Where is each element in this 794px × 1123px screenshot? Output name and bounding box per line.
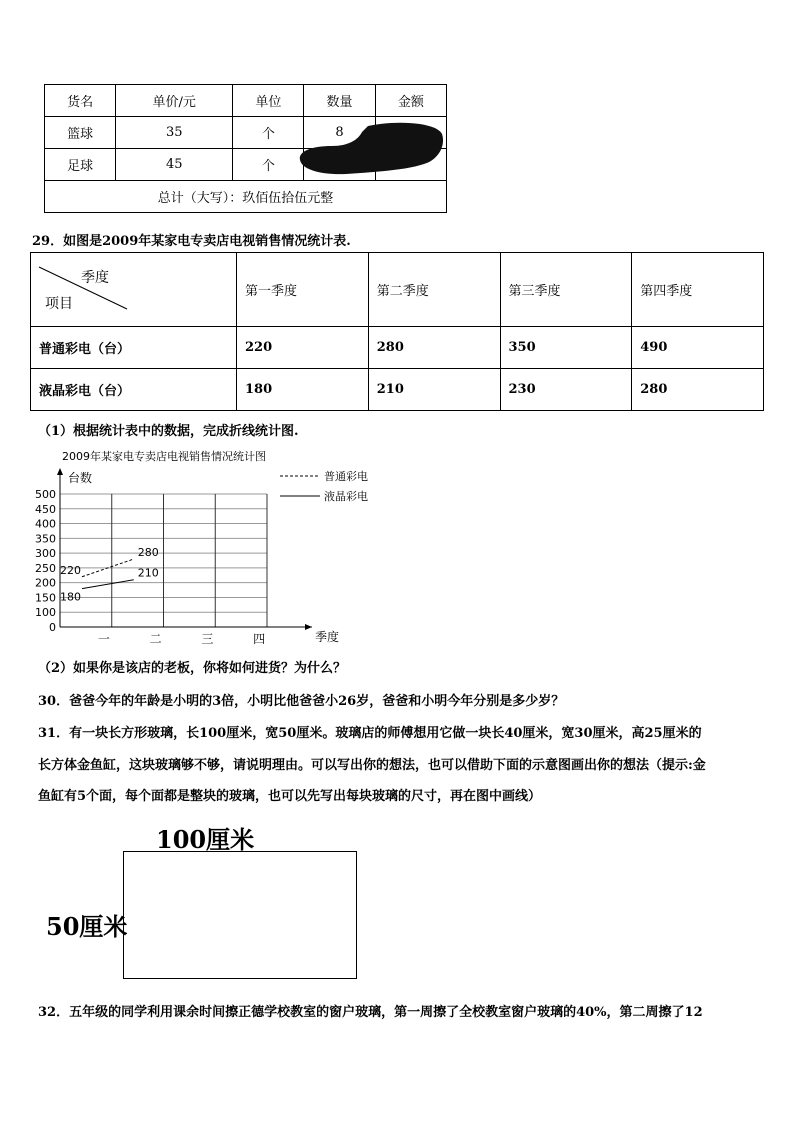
x-axis-arrow: [305, 624, 312, 630]
corner-top-label: 季度: [81, 270, 109, 286]
diagonal-line: [31, 253, 236, 326]
header-cell: 金额: [375, 85, 446, 117]
table-cell: 490: [632, 327, 764, 369]
table-cell: 45: [116, 149, 233, 181]
y-tick-label: 250: [35, 561, 56, 575]
line-chart: [30, 462, 390, 652]
data-label: 210: [137, 566, 159, 580]
glass-width-label: 100厘米: [156, 825, 255, 854]
x-tick-label: 三: [201, 632, 214, 646]
y-tick-label: 350: [35, 532, 56, 546]
column-header: 第一季度: [237, 253, 369, 327]
row-label: 普通彩电（台）: [31, 327, 237, 369]
table-cell: 280: [368, 327, 500, 369]
question-31-line-1: 31．有一块长方形玻璃，长100厘米，宽50厘米。玻璃店的师傅想用它做一块长40厘米，宽30厘米，高25厘米的: [38, 726, 702, 741]
column-header: 第四季度: [632, 253, 764, 327]
column-header: 第三季度: [500, 253, 632, 327]
y-tick-label: 450: [35, 502, 56, 516]
table-cell: 35: [116, 117, 233, 149]
glass-rectangle: [123, 851, 357, 979]
chart-title: 2009年某家电专卖店电视销售情况统计图: [62, 450, 266, 463]
total-cell: 总计（大写）：玖佰伍拾伍元整: [45, 181, 447, 213]
x-axis-label: 季度: [315, 630, 340, 644]
table-cell: 篮球: [45, 117, 116, 149]
table-cell: 220: [237, 327, 369, 369]
table-cell: 230: [500, 369, 632, 411]
table-cell: 足球: [45, 149, 116, 181]
x-tick-label: 四: [253, 632, 266, 646]
series-line: [82, 580, 134, 589]
data-label: 280: [137, 546, 159, 560]
table-cell: 个: [233, 149, 304, 181]
question-30: 30．爸爸今年的年龄是小明的3倍，小明比他爸爸小26岁，爸爸和小明今年分别是多少岁？: [38, 694, 565, 709]
header-cell: 单价/元: [116, 85, 233, 117]
x-tick-label: 一: [97, 632, 110, 646]
data-label: 180: [60, 590, 81, 604]
table-cell: 8: [304, 117, 375, 149]
question-29-title: 29．如图是2009年某家电专卖店电视销售情况统计表.: [32, 234, 351, 249]
question-32: 32．五年级的同学利用课余时间擦正德学校教室的窗户玻璃，第一周擦了全校教室窗户玻璃的40%，第二周擦了12: [38, 1005, 703, 1020]
header-cell: 单位: [233, 85, 304, 117]
table-cell: 280: [632, 369, 764, 411]
table-cell: 210: [368, 369, 500, 411]
header-cell: 货名: [45, 85, 116, 117]
header-cell: 数量: [304, 85, 375, 117]
y-tick-label: 100: [35, 606, 56, 620]
legend-label: 液晶彩电: [324, 490, 368, 503]
data-label: 220: [60, 563, 81, 577]
legend-label: 普通彩电: [324, 470, 368, 483]
column-header: 第二季度: [368, 253, 500, 327]
y-tick-label: 500: [35, 488, 56, 501]
question-31-line-3: 鱼缸有5个面，每个面都是整块的玻璃，也可以先写出每块玻璃的尺寸，再在图中画线）: [38, 789, 542, 804]
ink-scribble: [296, 120, 446, 176]
y-tick-label: 150: [35, 591, 56, 605]
sub-question-1: （1）根据统计表中的数据，完成折线统计图.: [38, 424, 299, 439]
table-cell: 350: [500, 327, 632, 369]
y-tick-label: 300: [35, 547, 56, 561]
y-tick-label: 0: [49, 621, 56, 634]
corner-bottom-label: 项目: [45, 296, 73, 312]
y-axis-arrow: [57, 468, 63, 475]
table-cell: 180: [237, 369, 369, 411]
sub-question-2: （2）如果你是该店的老板，你将如何进货？为什么？: [38, 661, 347, 676]
row-label: 液晶彩电（台）: [31, 369, 237, 411]
table-cell: 个: [233, 117, 304, 149]
glass-height-label: 50厘米: [46, 912, 128, 941]
diagonal-header-cell: [31, 253, 237, 327]
y-tick-label: 200: [35, 576, 56, 590]
y-tick-label: 400: [35, 517, 56, 531]
y-axis-label: 台数: [68, 471, 93, 485]
x-tick-label: 二: [149, 632, 162, 646]
sales-table: [30, 252, 764, 411]
question-31-line-2: 长方体金鱼缸，这块玻璃够不够，请说明理由。可以写出你的想法，也可以借助下面的示意图画出你的想法（提示:金: [38, 758, 706, 773]
